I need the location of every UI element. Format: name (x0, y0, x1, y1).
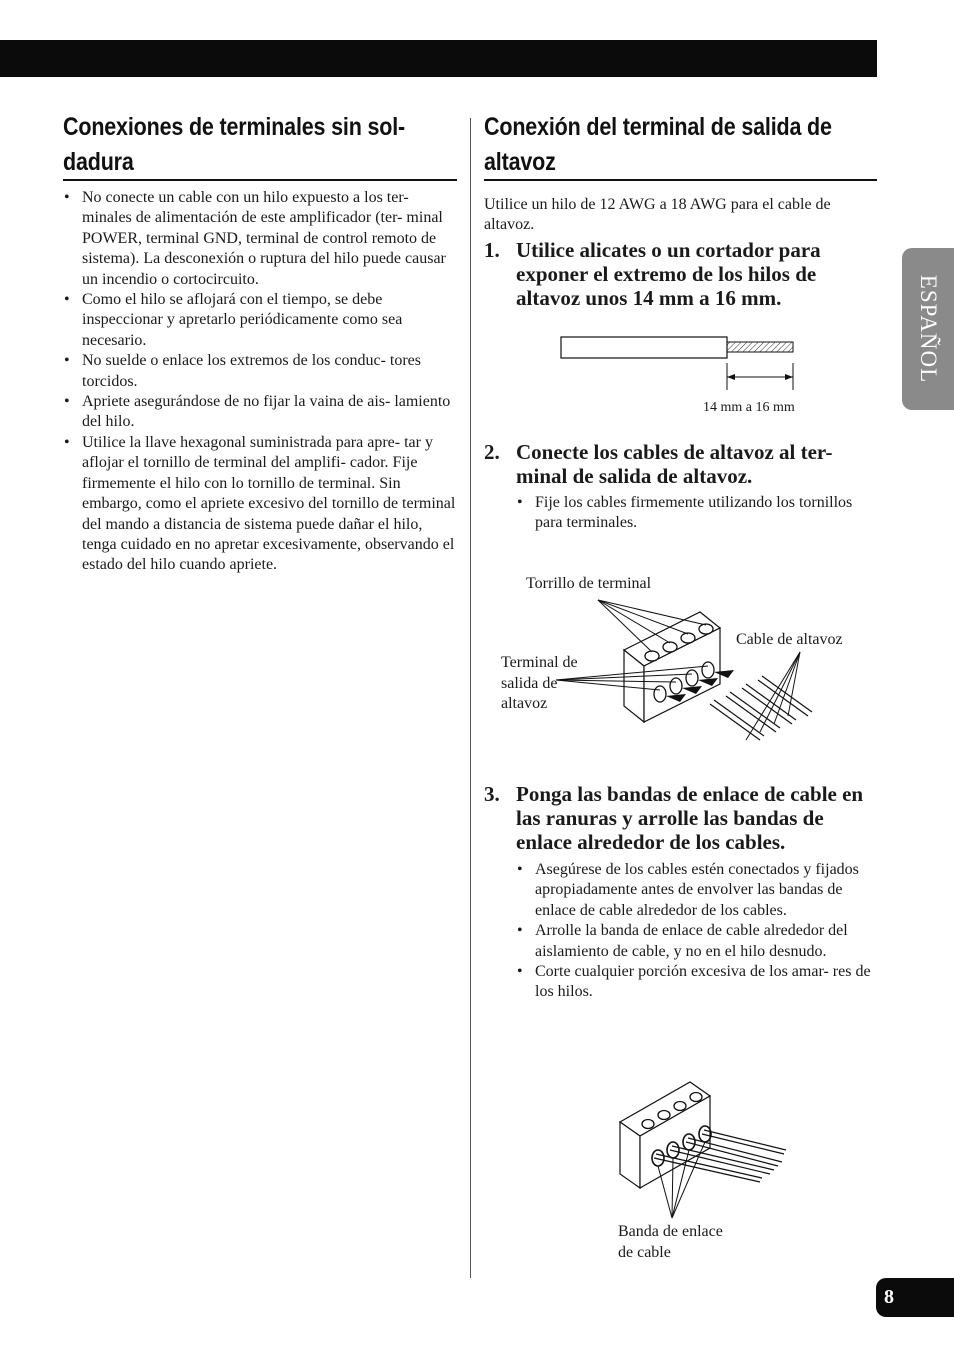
screw-icon (681, 633, 695, 643)
cable-tie-label: Banda de enlace de cable (618, 1223, 723, 1261)
screw-icon (699, 624, 713, 634)
step-2: 2. Conecte los cables de altavoz al ter- minal de salida de altavoz. (484, 440, 833, 488)
terminal-label: Terminal de salida de altavoz (501, 654, 578, 712)
list-item: • No suelde o enlace los extremos de los conduc- tores torcidos. (63, 351, 458, 392)
list-item: • Arrolle la banda de enlace de cable alrededor del aislamiento de cable, y no en el hilo desnudo. (516, 921, 876, 962)
screw-icon (645, 651, 659, 661)
list-item: • No conecte un cable con un hilo expuesto a los ter- minales de alimentación de este amplificador (ter- minal POWER, terminal GND, terminal de control remoto de sistema). La desconexión o ruptura del hilo puede causar un incendio o cortocircuito. (63, 188, 458, 290)
terminal-block-figure (560, 590, 830, 760)
step-1: 1. Utilice alicates o un cortador para exponer el extremo de los hilos de altavoz unos 14 mm a 16 mm. (484, 238, 821, 310)
page-number: 8 (876, 1278, 954, 1317)
language-tab (902, 248, 954, 410)
step-3: 3. Ponga las bandas de enlace de cable en las ranuras y arrolle las bandas de enlace alrededor de los cables. (484, 782, 864, 854)
stripped-wire-figure (555, 330, 805, 390)
screw-icon (658, 1111, 670, 1120)
intro-text: Utilice un hilo de 12 AWG a 18 AWG para el cable de altavoz. (484, 196, 831, 233)
list-item: • Corte cualquier porción excesiva de los amar- res de los hilos. (516, 962, 876, 1003)
cable-label: Cable de altavoz (736, 631, 843, 648)
header-bar (0, 40, 877, 77)
step-3-bullets (516, 860, 876, 1003)
list-item: • Utilice la llave hexagonal suministrada para apre- tar y aflojar el tornillo de terminal del amplifi- cador. Fije firmemente el hilo con lo tornillo de terminal. Sin embargo, como el apriete excesivo del tornillo de terminal del mando a distancia de sistema puede dañar el hilo, tenga cuidado en no apretar excesivamente, observando el estado del hilo cuando apriete. (63, 433, 458, 576)
bare-wire (727, 342, 793, 352)
column-divider (470, 118, 471, 1278)
terminal-hole-icon (686, 670, 698, 686)
list-item: • Fije los cables firmemente utilizando los tornillos para terminales. (516, 493, 876, 534)
dimension-label: 14 mm a 16 mm (703, 400, 795, 415)
list-item: • Como el hilo se aflojará con el tiempo, se debe inspeccionar y apretarlo periódicamente como sea necesario. (63, 290, 458, 351)
right-section-title: Conexión del terminal de salida de altavoz (484, 113, 832, 176)
cable-tie-figure (610, 1062, 790, 1222)
left-section-title: Conexiones de terminales sin sol- dadura (63, 113, 406, 176)
left-bullet-list (63, 188, 458, 576)
arrowhead-right (785, 374, 793, 380)
wire-insulation (561, 337, 727, 358)
screw-icon (663, 642, 677, 652)
arrowhead-left (727, 374, 735, 380)
step-2-bullets (516, 493, 876, 534)
screw-label: Torrillo de terminal (526, 575, 652, 592)
list-item: • Apriete asegurándose de no fijar la vaina de ais- lamiento del hilo. (63, 392, 458, 433)
terminal-hole-icon (654, 686, 666, 702)
screw-icon (642, 1120, 654, 1129)
right-title-rule (484, 179, 877, 181)
terminal-hole-icon (702, 662, 714, 678)
terminal-hole-icon (670, 678, 682, 694)
list-item: • Asegúrese de los cables estén conectados y fijados apropiadamente antes de envolver las bandas de enlace de cable alrededor de los cables. (516, 860, 876, 921)
left-title-rule (63, 179, 457, 181)
screw-icon (690, 1093, 702, 1102)
screw-icon (674, 1102, 686, 1111)
language-tab-label: ESPAÑOL (916, 274, 941, 384)
